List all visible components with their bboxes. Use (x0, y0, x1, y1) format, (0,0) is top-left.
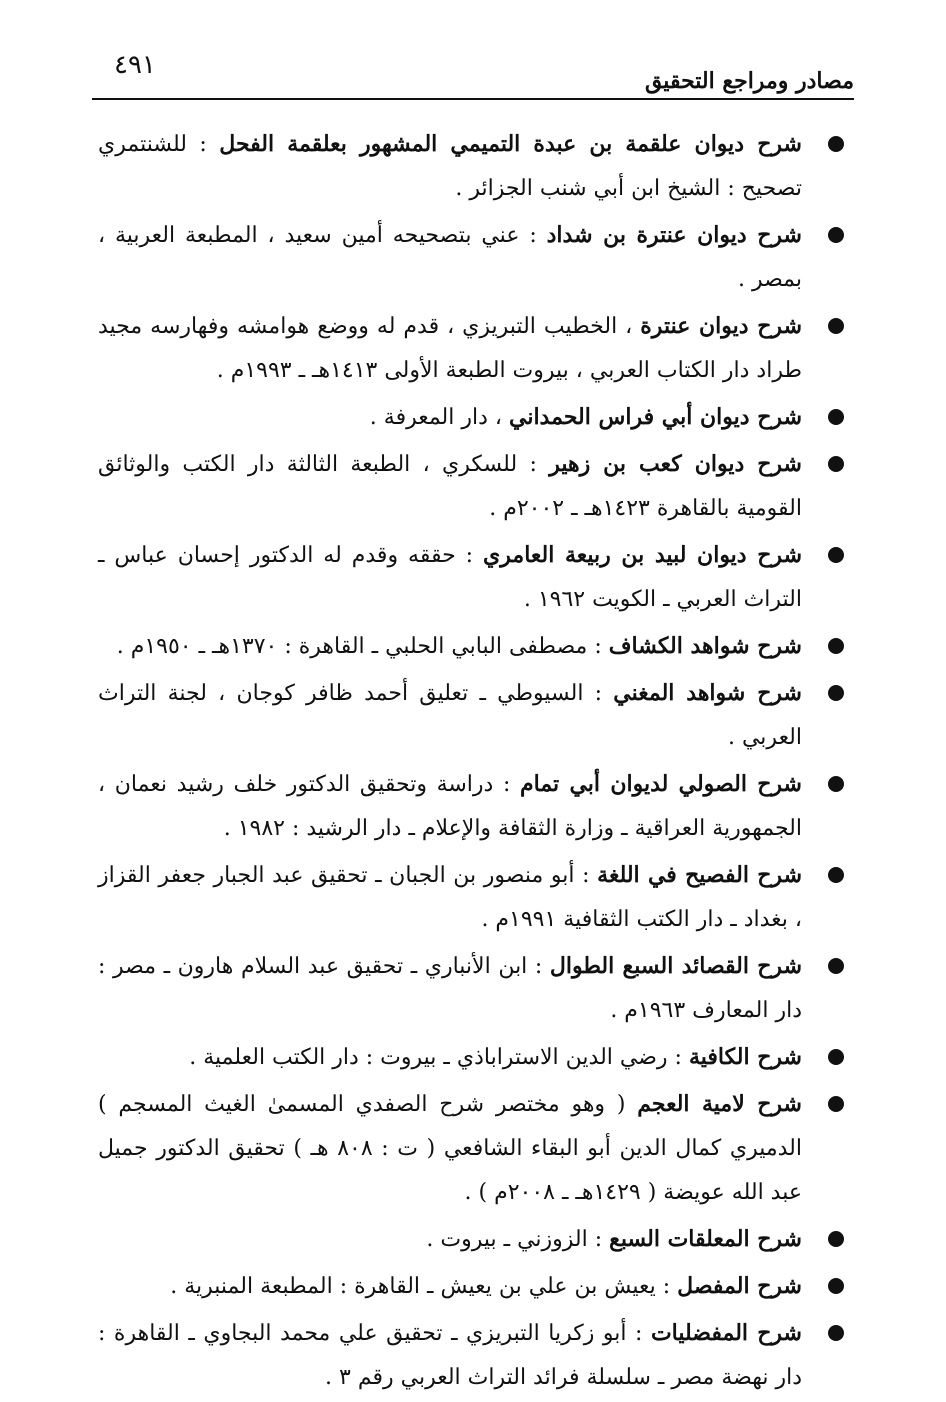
bibliography-entry (98, 1311, 844, 1400)
bibliography-entry (98, 304, 844, 393)
entry-title: شرح شواهد المغني (613, 680, 802, 706)
entry-title: شرح المعلقات السبع (609, 1226, 802, 1252)
bullet-icon (828, 318, 844, 334)
entry-title: شرح ديوان لبيد بن ربيعة العامري (483, 542, 803, 568)
entry-title: شرح ديوان علقمة بن عبدة التميمي المشهور بعلقمة الفحل (219, 131, 802, 157)
bullet-icon (828, 1049, 844, 1065)
bibliography-entry (98, 944, 844, 1033)
bullet-icon (828, 409, 844, 425)
bullet-icon (828, 776, 844, 792)
entry-text: : يعيش بن علي بن يعيش ـ القاهرة : المطبعة المنبرية . (170, 1274, 678, 1299)
entry-title: شرح ديوان أبي فراس الحمداني (508, 404, 802, 430)
bullet-icon (828, 867, 844, 883)
entry-title: شرح الكافية (688, 1044, 802, 1070)
bullet-icon (828, 685, 844, 701)
entry-text: : للشنتمري تصحيح : الشيخ ابن أبي شنب الجزائر . (98, 132, 802, 201)
bibliography-entry (98, 1217, 844, 1262)
entry-text: : الزوزني ـ بيروت . (426, 1227, 610, 1252)
page-number: ٤٩١ (114, 50, 156, 80)
entry-text: : للسكري ، الطبعة الثالثة دار الكتب والوثائق القومية بالقاهرة ١٤٢٣هـ ـ ٢٠٠٢م . (98, 452, 802, 521)
bibliography-entry (98, 671, 844, 760)
bibliography-entry (98, 1264, 844, 1309)
entry-text: ، الخطيب التبريزي ، قدم له ووضع هوامشه وفهارسه مجيد طراد دار الكتاب العربي ، بيروت الطبعة الأولى ١٤١٣هـ ـ ١٩٩٣م . (98, 314, 802, 383)
bibliography-entry (98, 1035, 844, 1080)
bullet-icon (828, 547, 844, 563)
bullet-icon (828, 1096, 844, 1112)
bibliography-entry (98, 533, 844, 622)
entry-text: : أبو منصور بن الجبان ـ تحقيق عبد الجبار جعفر القزاز ، بغداد ـ دار الكتب الثقافية ١٩٩١م . (98, 863, 802, 932)
bullet-icon (828, 1278, 844, 1294)
bibliography-list (98, 122, 844, 1402)
bibliography-entry (98, 624, 844, 669)
entry-title: شرح شواهد الكشاف (608, 633, 802, 659)
entry-title: شرح الفصيح في اللغة (597, 862, 802, 888)
bibliography-entry (98, 1082, 844, 1215)
entry-title: شرح ديوان عنترة بن شداد (546, 222, 802, 248)
entry-text: : عني بتصحيحه أمين سعيد ، المطبعة العربية ، بمصر . (98, 223, 802, 292)
entry-text: : دراسة وتحقيق الدكتور خلف رشيد نعمان ، الجمهورية العراقية ـ وزارة الثقافة والإعلام ـ دار الرشيد : ١٩٨٢ . (98, 772, 802, 841)
bibliography-entry (98, 762, 844, 851)
entry-title: شرح ديوان كعب بن زهير (549, 451, 802, 477)
entry-text: : ابن الأنباري ـ تحقيق عبد السلام هارون ـ مصر : دار المعارف ١٩٦٣م . (98, 954, 802, 1023)
bibliography-entry (98, 395, 844, 440)
entry-title: شرح المفصل (677, 1273, 802, 1299)
bibliography-entry (98, 853, 844, 942)
entry-text: : أبو زكريا التبريزي ـ تحقيق علي محمد البجاوي ـ القاهرة : دار نهضة مصر ـ سلسلة فرائد التراث العربي رقم ٣ . (98, 1321, 802, 1390)
entry-text: ، دار المعرفة . (369, 405, 509, 430)
bullet-icon (828, 456, 844, 472)
entry-text: : رضي الدين الاستراباذي ـ بيروت : دار الكتب العلمية . (189, 1045, 689, 1070)
entry-title: شرح ديوان عنترة (640, 313, 802, 339)
entry-text: ( وهو مختصر شرح الصفدي المسمىٰ الغيث المسجم ) الدميري كمال الدين أبو البقاء الشافعي ( ت : ٨٠٨ هـ ) تحقيق الدكتور جميل عبد الله عويضة ( ١٤٢٩هـ ـ ٢٠٠٨م ) . (98, 1092, 802, 1205)
entry-text: : مصطفى البابي الحلبي ـ القاهرة : ١٣٧٠هـ ـ ١٩٥٠م . (116, 634, 609, 659)
page-title: مصادر ومراجع التحقيق (644, 68, 854, 94)
bibliography-entry (98, 213, 844, 302)
bibliography-entry (98, 122, 844, 211)
entry-title: شرح لامية العجم (637, 1091, 802, 1117)
bibliography-entry (98, 442, 844, 531)
bullet-icon (828, 227, 844, 243)
entry-title: شرح المفضليات (650, 1320, 802, 1346)
entry-title: شرح القصائد السبع الطوال (549, 953, 803, 979)
bullet-icon (828, 1325, 844, 1341)
bullet-icon (828, 958, 844, 974)
entry-text: : حققه وقدم له الدكتور إحسان عباس ـ التراث العربي ـ الكويت ١٩٦٢ . (98, 543, 802, 612)
bullet-icon (828, 1231, 844, 1247)
bullet-icon (828, 638, 844, 654)
entry-title: شرح الصولي لديوان أبي تمام (520, 771, 802, 797)
bullet-icon (828, 136, 844, 152)
entry-text: : السيوطي ـ تعليق أحمد ظافر كوجان ، لجنة التراث العربي . (98, 681, 802, 750)
page-header (92, 50, 854, 100)
